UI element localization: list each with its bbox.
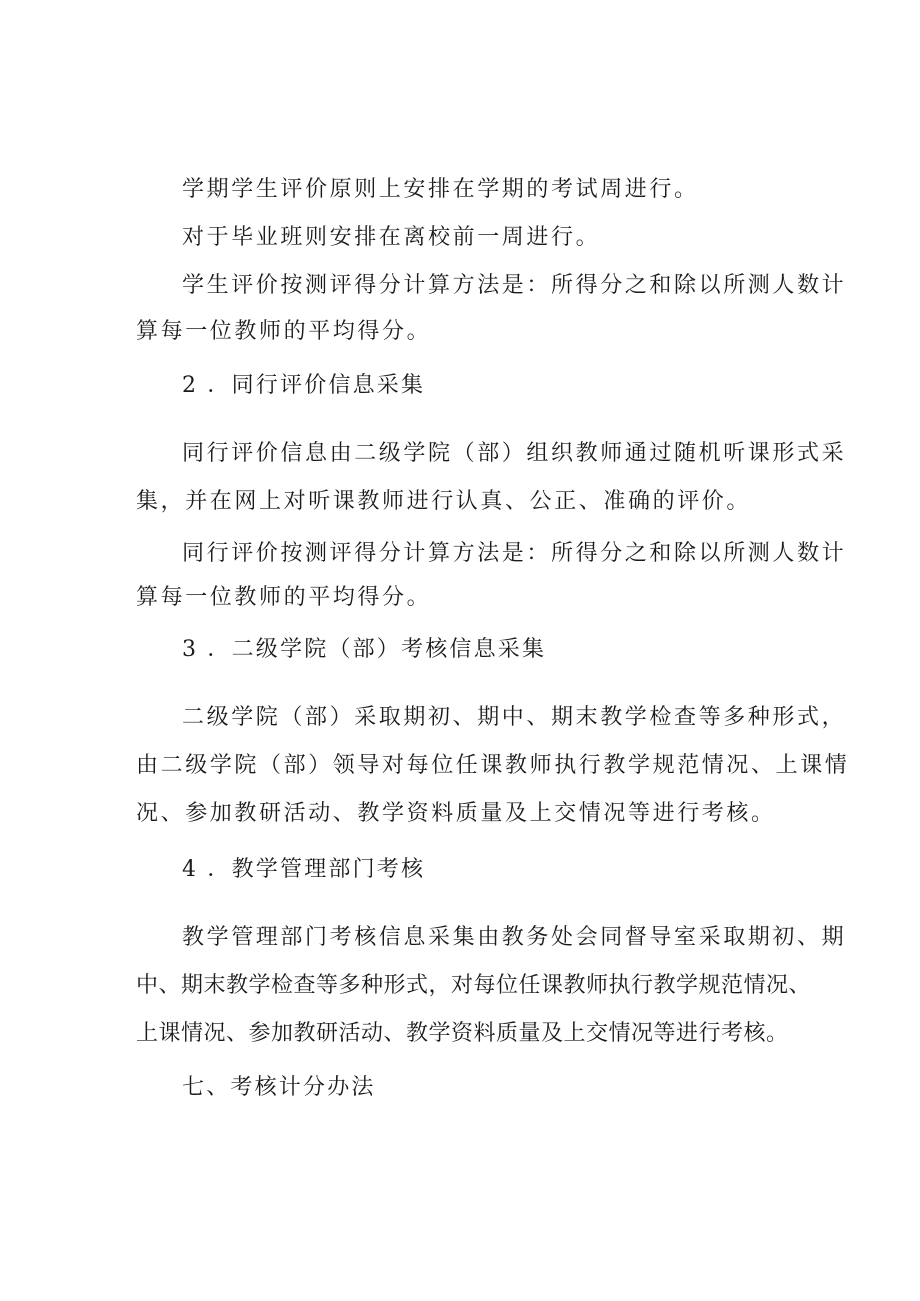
section-heading: 2 ．同行评价信息采集: [182, 373, 426, 398]
paragraph-line: 中、期末教学检查等多种形式，对每位任课教师执行教学规范情况、: [136, 973, 812, 998]
paragraph-line: 由二级学院（部）领导对每位任课教师执行教学规范情况、上课情: [136, 753, 850, 778]
paragraph-line: 算每一位教师的平均得分。: [136, 319, 432, 344]
section-heading: 4 ．教学管理部门考核: [182, 857, 426, 882]
paragraph-line: 学生评价按测评得分计算方法是：所得分之和除以所测人数计: [182, 273, 847, 298]
paragraph-line: 况、参加教研活动、教学资料质量及上交情况等进行考核。: [136, 801, 776, 826]
paragraph-line: 上课情况、参加教研活动、教学资料质量及上交情况等进行考核。: [136, 1021, 789, 1046]
paragraph-line: 算每一位教师的平均得分。: [136, 585, 432, 610]
paragraph-line: 同行评价信息由二级学院（部）组织教师通过随机听课形式采: [182, 441, 847, 466]
paragraph-line: 同行评价按测评得分计算方法是：所得分之和除以所测人数计: [182, 541, 847, 566]
paragraph-line: 教学管理部门考核信息采集由教务处会同督导室采取期初、期: [182, 925, 847, 950]
paragraph-line: 对于毕业班则安排在离校前一周进行。: [182, 225, 601, 250]
paragraph-line: 学期学生评价原则上安排在学期的考试周进行。: [182, 177, 699, 202]
paragraph-line: 二级学院（部）采取期初、期中、期末教学检查等多种形式，: [182, 705, 847, 730]
paragraph-line: 集，并在网上对听课教师进行认真、公正、准确的评价。: [136, 489, 752, 514]
section-heading: 七、考核计分办法: [182, 1075, 376, 1100]
section-heading: 3 ．二级学院（部）考核信息采集: [182, 637, 547, 662]
